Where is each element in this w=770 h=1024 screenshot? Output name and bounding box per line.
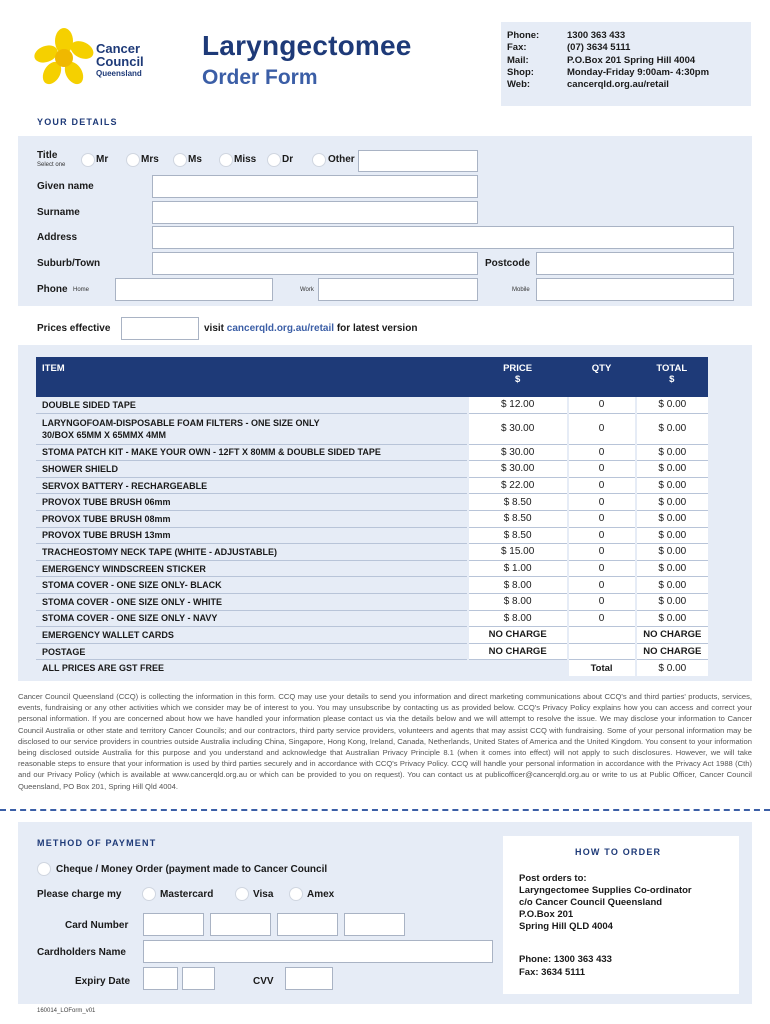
radio-other-label: Other	[328, 154, 355, 165]
row-total: $ 0.00	[636, 494, 708, 511]
title-label: Title	[37, 150, 58, 161]
how-line-1: Post orders to:	[519, 873, 587, 884]
privacy-statement: Cancer Council Queensland (CCQ) is collecting the information in this form. CCQ may use your details to send you information and direct marketing communications about CCQ's and third parties' products, services, events, fundraising or any other activities which we consider may be of interest to you. You may unsubscribe by contacting us as provided below. CCQ's Privacy Policy explains how you can access and correct your personal information. If you are concerned about how we have handled your information please contact us via the details below and we will attempt to resolve the issue. We may disclose your information to Cancer Council Australia or other state and territory Cancer Councils; and our contractors, third party service providers, volunteers and agents that may assist CCQ with fundraising. Some of your personal information may be disclosed to our service providers in countries outside Australia including China, Singapore, Hong Kong, Ireland, Canada, Netherlands, United States of America and the United Kingdom. You consent to your information being disclosed outside Australia for this purpose and you understand and acknowledge that Australian Privacy Principle 8.1 (when it comes into effect) will not apply to such disclosures. However, we will take reasonable steps to ensure that your information is used by third parties securely and in accordance with CCQ's Privacy Policy. CCQ will handle your personal information in accordance with the Privacy Act 1988 (Cth) and our Privacy Policy (which is available at www.cancerqld.org.au or which can be provided to you on request). You can contact us at publicofficer@cancerqld.org.au or write to us at Public Officer, Cancer Council Queensland, PO Box 201, Spring Hill Qld 4004.	[18, 692, 752, 791]
card-number-group-3[interactable]	[277, 913, 338, 936]
address-input[interactable]	[152, 226, 734, 249]
table-row	[36, 527, 708, 544]
row-qty-input[interactable]	[568, 643, 636, 660]
products-table	[36, 357, 708, 676]
expiry-month-input[interactable]	[143, 967, 178, 990]
phone-home-input[interactable]	[115, 278, 273, 301]
how-fax: Fax: 3634 5111	[519, 967, 586, 978]
brand-line-3: Queensland	[96, 69, 142, 78]
row-item: STOMA COVER - ONE SIZE ONLY - WHITE	[36, 593, 468, 610]
card-number-group-2[interactable]	[210, 913, 271, 936]
header-price: PRICE $	[468, 357, 568, 397]
surname-input[interactable]	[152, 201, 478, 224]
table-row	[36, 627, 708, 644]
mastercard-label: Mastercard	[160, 889, 214, 900]
row-price: $ 8.00	[468, 593, 568, 610]
cvv-label: CVV	[253, 976, 274, 987]
surname-label: Surname	[37, 207, 80, 218]
table-row	[36, 510, 708, 527]
row-price: $ 1.00	[468, 560, 568, 577]
table-header-row	[36, 357, 708, 397]
contact-mail: Mail: P.O.Box 201 Spring Hill 4004	[507, 55, 696, 66]
phone-mobile-label: Mobile	[512, 287, 530, 293]
payment-title: METHOD OF PAYMENT	[37, 838, 157, 848]
row-item: PROVOX TUBE BRUSH 08mm	[36, 510, 468, 527]
row-total: $ 0.00	[636, 510, 708, 527]
contact-fax: Fax: (07) 3634 5111	[507, 42, 631, 53]
row-total: $ 0.00	[636, 577, 708, 594]
radio-miss-label: Miss	[234, 154, 257, 165]
card-number-label: Card Number	[65, 920, 129, 931]
row-item: STOMA COVER - ONE SIZE ONLY- BLACK	[36, 577, 468, 594]
row-qty-input[interactable]: 0	[568, 544, 636, 561]
visit-link[interactable]: cancerqld.org.au/retail	[226, 323, 335, 334]
row-price: $ 8.00	[468, 610, 568, 627]
row-total: NO CHARGE	[636, 643, 708, 660]
footer-blank	[468, 660, 568, 676]
row-item: EMERGENCY WINDSCREEN STICKER	[36, 560, 468, 577]
prices-effective-input[interactable]	[121, 317, 199, 340]
row-price: $ 30.00	[468, 461, 568, 478]
grand-total: $ 0.00	[636, 660, 708, 676]
how-line-3: c/o Cancer Council Queensland	[519, 897, 663, 908]
expiry-label: Expiry Date	[75, 976, 131, 987]
row-item: SHOWER SHIELD	[36, 461, 468, 478]
row-price: $ 8.50	[468, 494, 568, 511]
row-qty-input[interactable]: 0	[568, 461, 636, 478]
row-item: STOMA PATCH KIT - MAKE YOUR OWN - 12FT X 80MM & DOUBLE SIDED TAPE	[36, 444, 468, 461]
page-title: Laryngectomee	[202, 30, 412, 61]
footer-code: 160014_LOForm_v01	[37, 1008, 96, 1014]
row-qty-input[interactable]: 0	[568, 444, 636, 461]
how-phone: Phone: 1300 363 433	[519, 954, 612, 965]
radio-amex[interactable]	[289, 887, 303, 901]
visit-pre: visit	[204, 323, 225, 334]
row-total: $ 0.00	[636, 610, 708, 627]
row-item: PROVOX TUBE BRUSH 06mm	[36, 494, 468, 511]
row-item: PROVOX TUBE BRUSH 13mm	[36, 527, 468, 544]
row-qty-input[interactable]: 0	[568, 560, 636, 577]
table-footer-row	[36, 660, 708, 676]
daffodil-icon	[34, 28, 96, 88]
row-qty-input[interactable]: 0	[568, 593, 636, 610]
row-total: $ 0.00	[636, 593, 708, 610]
row-qty-input[interactable]: 0	[568, 477, 636, 494]
table-row	[36, 444, 708, 461]
row-item: EMERGENCY WALLET CARDS	[36, 627, 468, 644]
table-row	[36, 610, 708, 627]
radio-mastercard[interactable]	[142, 887, 156, 901]
row-price: $ 8.50	[468, 527, 568, 544]
total-label: Total	[568, 660, 636, 676]
contact-web: Web: cancerqld.org.au/retail	[507, 79, 669, 90]
phone-label: Phone	[37, 284, 68, 295]
gst-note: ALL PRICES ARE GST FREE	[42, 663, 165, 674]
radio-ms[interactable]	[173, 153, 187, 167]
charge-label: Please charge my	[37, 889, 122, 900]
table-row	[36, 413, 708, 444]
row-price: $ 15.00	[468, 544, 568, 561]
your-details-title: YOUR DETAILS	[37, 117, 118, 127]
row-total: $ 0.00	[636, 477, 708, 494]
suburb-input[interactable]	[152, 252, 478, 275]
given-name-input[interactable]	[152, 175, 478, 198]
header-item: ITEM	[36, 357, 468, 397]
table-row	[36, 577, 708, 594]
row-price: NO CHARGE	[468, 627, 568, 644]
postcode-input[interactable]	[536, 252, 734, 275]
card-number-group-1[interactable]	[143, 913, 204, 936]
row-item: SERVOX BATTERY - RECHARGEABLE	[36, 477, 468, 494]
title-other-input[interactable]	[358, 150, 478, 172]
row-total: $ 0.00	[636, 544, 708, 561]
row-price: $ 22.00	[468, 477, 568, 494]
how-to-order-box	[503, 836, 739, 994]
table-row	[36, 397, 708, 413]
row-price: $ 12.00	[468, 397, 568, 413]
table-row	[36, 544, 708, 561]
row-price: $ 8.50	[468, 510, 568, 527]
visit-post: for latest version	[336, 323, 418, 334]
phone-work-label: Work	[300, 287, 314, 293]
page-subtitle: Order Form	[202, 66, 318, 89]
prices-effective-label: Prices effective	[37, 323, 111, 334]
row-total: $ 0.00	[636, 397, 708, 413]
cardholder-input[interactable]	[143, 940, 493, 963]
phone-mobile-input[interactable]	[536, 278, 734, 301]
table-row	[36, 494, 708, 511]
visa-label: Visa	[253, 889, 274, 900]
title-hint: Select one	[37, 162, 66, 168]
radio-cheque[interactable]	[37, 862, 51, 876]
brand-line-1: Cancer	[96, 41, 141, 56]
row-total: $ 0.00	[636, 527, 708, 544]
radio-mrs-label: Mrs	[141, 154, 159, 165]
row-qty-input[interactable]: 0	[568, 413, 636, 444]
row-qty-input[interactable]: 0	[568, 510, 636, 527]
row-price: NO CHARGE	[468, 643, 568, 660]
radio-mr[interactable]	[81, 153, 95, 167]
header-qty: QTY	[568, 357, 636, 397]
row-total: $ 0.00	[636, 560, 708, 577]
table-row	[36, 461, 708, 478]
brand-line-2: Council	[96, 54, 144, 69]
cvv-input[interactable]	[285, 967, 333, 990]
address-label: Address	[37, 232, 78, 243]
cancer-council-logo	[34, 28, 164, 88]
row-item: POSTAGE	[36, 643, 468, 660]
expiry-year-input[interactable]	[182, 967, 215, 990]
row-item: LARYNGOFOAM-DISPOSABLE FOAM FILTERS - ONE SIZE ONLY 30/BOX 65MM X 65MMX 4MM	[36, 413, 468, 444]
contact-box	[501, 22, 751, 106]
radio-mr-label: Mr	[96, 154, 109, 165]
radio-dr-label: Dr	[282, 154, 294, 165]
row-total: $ 0.00	[636, 413, 708, 444]
header-total: TOTAL $	[636, 357, 708, 397]
suburb-label: Suburb/Town	[37, 258, 101, 269]
row-total: NO CHARGE	[636, 627, 708, 644]
radio-dr[interactable]	[267, 153, 281, 167]
cheque-label: Cheque / Money Order (payment made to Cancer Council	[56, 864, 328, 875]
cardholder-label: Cardholders Name	[37, 947, 126, 958]
postcode-label: Postcode	[485, 258, 531, 269]
row-item: STOMA COVER - ONE SIZE ONLY - NAVY	[36, 610, 468, 627]
how-line-4: P.O.Box 201	[519, 909, 574, 920]
how-to-order-title: HOW TO ORDER	[575, 847, 662, 857]
row-qty-input[interactable]: 0	[568, 397, 636, 413]
table-row	[36, 477, 708, 494]
given-name-label: Given name	[37, 181, 94, 192]
amex-label: Amex	[307, 889, 335, 900]
row-item: DOUBLE SIDED TAPE	[36, 397, 468, 413]
phone-work-input[interactable]	[318, 278, 478, 301]
row-price: $ 30.00	[468, 444, 568, 461]
row-price: $ 8.00	[468, 577, 568, 594]
table-row	[36, 643, 708, 660]
prices-visit-note	[204, 323, 417, 334]
row-qty-input[interactable]: 0	[568, 610, 636, 627]
radio-mrs[interactable]	[126, 153, 140, 167]
radio-ms-label: Ms	[188, 154, 202, 165]
phone-home-label: Home	[73, 287, 90, 293]
table-row	[36, 593, 708, 610]
contact-shop: Shop: Monday-Friday 9:00am- 4:30pm	[507, 67, 710, 78]
row-qty-input[interactable]: 0	[568, 577, 636, 594]
radio-other[interactable]	[312, 153, 326, 167]
row-qty-input[interactable]: 0	[568, 527, 636, 544]
cut-line	[0, 809, 770, 811]
radio-visa[interactable]	[235, 887, 249, 901]
contact-phone: Phone: 1300 363 433	[507, 30, 626, 41]
how-line-5: Spring Hill QLD 4004	[519, 921, 613, 932]
row-total: $ 0.00	[636, 444, 708, 461]
how-line-2: Laryngectomee Supplies Co-ordinator	[519, 885, 692, 896]
card-number-group-4[interactable]	[344, 913, 405, 936]
row-total: $ 0.00	[636, 461, 708, 478]
row-qty-input[interactable]	[568, 627, 636, 644]
row-qty-input[interactable]: 0	[568, 494, 636, 511]
row-price: $ 30.00	[468, 413, 568, 444]
radio-miss[interactable]	[219, 153, 233, 167]
table-row	[36, 560, 708, 577]
row-item: TRACHEOSTOMY NECK TAPE (WHITE - ADJUSTABLE)	[36, 544, 468, 561]
